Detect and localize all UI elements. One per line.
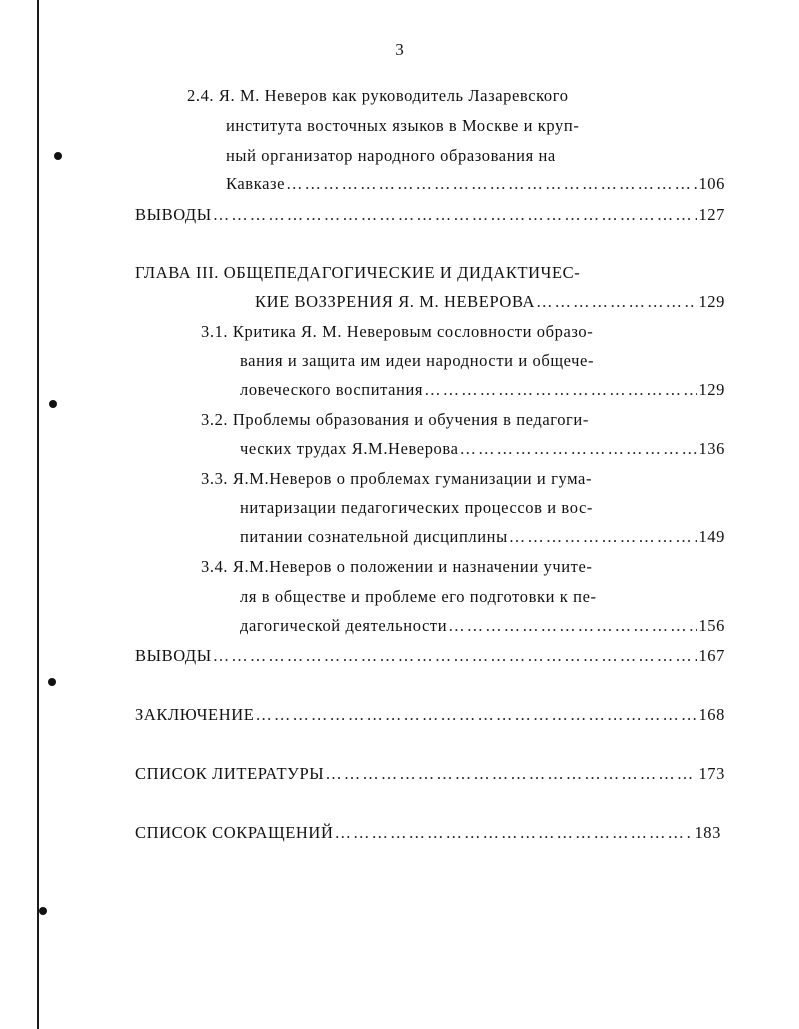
toc-section-3-4-line1 — [201, 557, 593, 577]
entry-title: СПИСОК ЛИТЕРАТУРЫ — [135, 764, 325, 783]
page-ref: 173 — [698, 764, 725, 783]
section-number: 3.2. — [201, 410, 229, 429]
toc-chapter-3-line1: ГЛАВА III. ОБЩЕПЕДАГОГИЧЕСКИЕ И ДИДАКТИЧЕС- — [135, 263, 581, 282]
page-ref: 127 — [698, 205, 725, 224]
dot-leader — [448, 616, 697, 636]
toc-section-3-1-line3 — [240, 380, 725, 400]
toc-section-3-2-line2 — [240, 439, 725, 459]
punch-hole — [54, 152, 62, 160]
entry-title: ЗАКЛЮЧЕНИЕ — [135, 705, 255, 724]
section-title-text: Проблемы образования и обучения в педагоги- — [232, 410, 589, 429]
section-number: 3.1. — [201, 322, 229, 341]
section-title-text: Критика Я. М. Неверовым сословности образо- — [232, 322, 594, 341]
section-title-text: дагогической деятельности — [240, 616, 448, 635]
page-ref: 136 — [698, 439, 725, 458]
section-number: 2.4. — [187, 86, 215, 105]
dot-leader — [424, 380, 697, 400]
page-ref: 156 — [698, 616, 725, 635]
toc-section-3-4-line3 — [240, 616, 725, 636]
toc-section-3-1-line2: вания и защита им идеи народности и общече- — [240, 351, 595, 370]
toc-abbreviations — [135, 823, 721, 843]
section-title-text: Я.М.Неверов о положении и назначении учите- — [232, 557, 593, 576]
dot-leader — [334, 823, 693, 843]
dot-leader — [213, 205, 698, 225]
entry-title: КИЕ ВОЗЗРЕНИЯ Я. М. НЕВЕРОВА — [255, 292, 536, 311]
dot-leader — [213, 646, 698, 666]
page-ref: 167 — [698, 646, 725, 665]
toc-section-2-4-line3: ный организатор народного образования на — [226, 146, 556, 165]
dot-leader — [255, 705, 697, 725]
toc-chapter-3-line2 — [255, 292, 725, 312]
toc-section-3-3-line3 — [240, 527, 725, 547]
section-number: 3.3. — [201, 469, 229, 488]
toc-bibliography — [135, 764, 725, 784]
page-ref: 183 — [694, 823, 721, 842]
section-number: 3.4. — [201, 557, 229, 576]
toc-conclusions-chapter-3 — [135, 646, 725, 666]
section-title-text: Кавказе — [226, 174, 286, 193]
dot-leader — [509, 527, 698, 547]
toc-section-3-2-line1 — [201, 410, 589, 430]
toc-conclusions-chapter-2 — [135, 205, 725, 225]
toc-section-3-3-line2: нитаризации педагогических процессов и вос- — [240, 498, 593, 517]
dot-leader — [536, 292, 697, 312]
page-ref: 106 — [698, 174, 725, 193]
page-ref: 149 — [698, 527, 725, 546]
entry-title: ВЫВОДЫ — [135, 205, 212, 224]
section-title-text: питании сознательной дисциплины — [240, 527, 508, 546]
entry-title: ВЫВОДЫ — [135, 646, 212, 665]
dot-leader — [286, 174, 697, 194]
punch-hole — [39, 907, 47, 915]
toc-conclusion — [135, 705, 725, 725]
toc-section-3-1-line1 — [201, 322, 593, 342]
toc-section-2-4-line4 — [226, 174, 725, 194]
page-ref: 129 — [698, 380, 725, 399]
punch-hole — [49, 400, 57, 408]
page-ref: 129 — [698, 292, 725, 311]
toc-section-2-4-line2: института восточных языков в Москве и круп- — [226, 116, 580, 135]
section-title-text: ческих трудах Я.М.Неверова — [240, 439, 459, 458]
section-title-text: ловеческого воспитания — [240, 380, 424, 399]
section-title-text: Я.М.Неверов о проблемах гуманизации и гума- — [232, 469, 593, 488]
page-number: 3 — [395, 40, 404, 59]
toc-section-3-4-line2: ля в обществе и проблеме его подготовки к пе- — [240, 587, 597, 606]
toc-section-2-4-line1 — [187, 86, 569, 106]
section-title-text: Я. М. Неверов как руководитель Лазаревского — [218, 86, 569, 105]
punch-hole — [48, 678, 56, 686]
binding-line — [37, 0, 39, 1029]
page-ref: 168 — [698, 705, 725, 724]
toc-section-3-3-line1 — [201, 469, 592, 489]
dot-leader — [325, 764, 697, 784]
entry-title: СПИСОК СОКРАЩЕНИЙ — [135, 823, 334, 842]
dot-leader — [460, 439, 698, 459]
